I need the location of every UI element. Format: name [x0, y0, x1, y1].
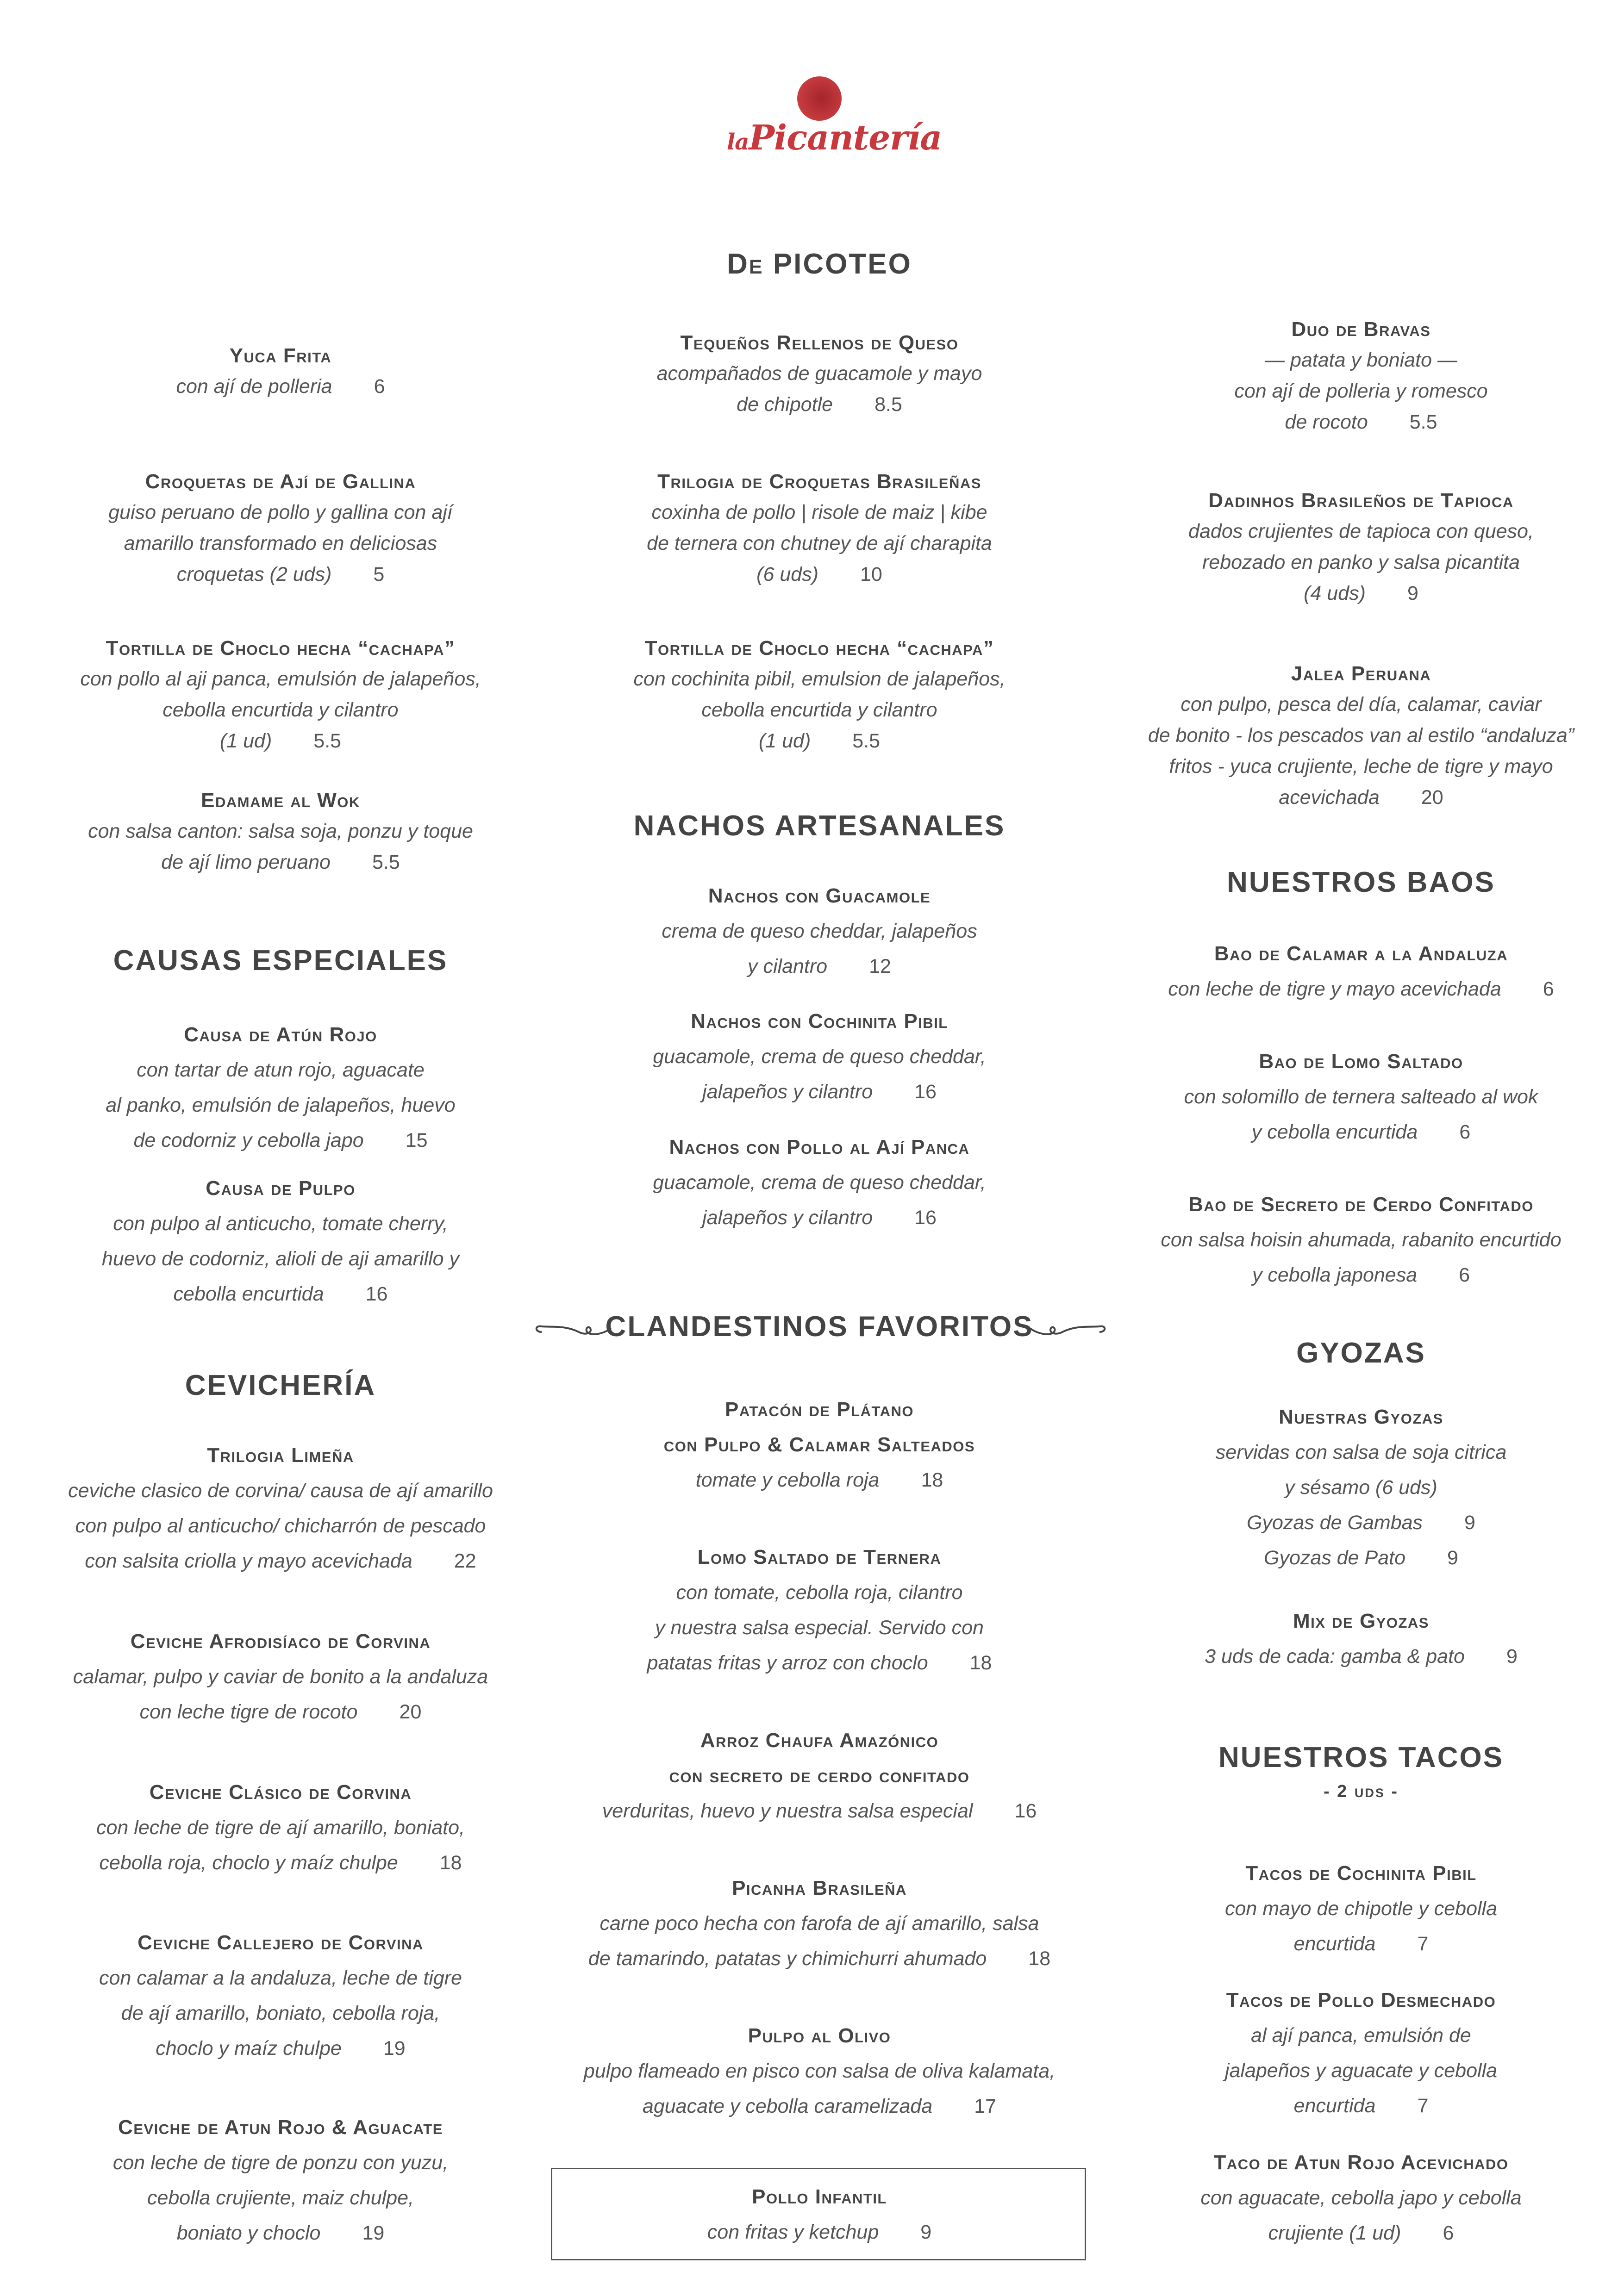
- item-description-text: guacamole, crema de queso cheddar,: [653, 1045, 986, 1068]
- item-description-text: 3 uds de cada: gamba & pato: [1205, 1645, 1465, 1668]
- item-price: 5.5: [1409, 411, 1437, 433]
- menu-item: [653, 1004, 986, 1109]
- item-description-text: choclo y maíz chulpe: [156, 2037, 342, 2060]
- item-description: [96, 1810, 465, 1845]
- item-title: Edamame al Wok: [201, 789, 360, 812]
- item-description-text: y cilantro: [748, 955, 828, 977]
- item-description-text: con solomillo de ternera salteado al wok: [1184, 1086, 1538, 1108]
- item-description-text: cebolla encurtida y cilantro: [701, 699, 937, 721]
- item-title: Dadinhos Brasileños de Tapioca: [1208, 489, 1514, 512]
- item-price: 16: [914, 1081, 937, 1103]
- section-heading-nachos: NACHOS ARTESANALES: [633, 810, 1006, 842]
- item-description: [647, 497, 992, 528]
- item-description: [113, 2180, 448, 2215]
- item-description: [108, 559, 452, 590]
- item-description-text: boniato y choclo: [176, 2222, 321, 2244]
- item-description: [176, 371, 385, 402]
- item-description-text: (1 ud): [219, 730, 272, 752]
- item-price: 9: [1407, 582, 1418, 604]
- item-description: [653, 1200, 986, 1235]
- item-title: Croquetas de Ají de Gallina: [145, 470, 416, 493]
- item-description: [99, 1960, 462, 1996]
- item-description-text: cebolla encurtida: [173, 1283, 324, 1305]
- item-description: [88, 816, 473, 847]
- item-description: [102, 1276, 459, 1312]
- item-title: con Pulpo & Calamar Salteados: [663, 1433, 975, 1456]
- item-description-text: patatas fritas y arroz con choclo: [647, 1652, 928, 1674]
- item-description: [73, 1694, 488, 1730]
- item-description: [647, 528, 992, 559]
- menu-item: [707, 2179, 931, 2250]
- menu-item: [584, 2018, 1055, 2124]
- item-description-text: con fritas y ketchup: [707, 2221, 879, 2243]
- menu-item: [106, 1017, 455, 1158]
- menu-item: [108, 466, 452, 590]
- item-description-text: con salsa canton: salsa soja, ponzu y toque: [88, 820, 473, 842]
- item-price: 6: [1459, 1121, 1471, 1143]
- item-description-text: con salsita criolla y mayo acevichada: [85, 1550, 412, 1572]
- item-description: [647, 1645, 992, 1680]
- item-description-text: calamar, pulpo y caviar de bonito a la andaluza: [73, 1666, 488, 1688]
- item-description: [1216, 1505, 1507, 1540]
- item-description-text: con tartar de atun rojo, aguacate: [137, 1059, 425, 1081]
- item-title: Bao de Calamar a la Andaluza: [1214, 942, 1508, 965]
- item-description: [633, 726, 1005, 757]
- item-price: 20: [399, 1701, 422, 1723]
- item-description: [1200, 2215, 1521, 2251]
- item-description-text: (6 uds): [756, 563, 818, 585]
- item-description: [96, 1845, 465, 1880]
- item-price: 9: [920, 2221, 932, 2243]
- item-description: [1148, 751, 1574, 782]
- item-description: [73, 1659, 488, 1694]
- item-description-text: carne poco hecha con farofa de ají amarillo, salsa: [600, 1912, 1039, 1935]
- item-description: [102, 1241, 459, 1276]
- item-description-text: al ají panca, emulsión de: [1251, 2024, 1471, 2047]
- item-description: [68, 1543, 493, 1579]
- item-description-text: rebozado en panko y salsa picantita: [1202, 551, 1520, 573]
- section-subheading: - 2 uds -: [1323, 1782, 1399, 1801]
- menu-item: [1234, 314, 1487, 438]
- item-price: 5.5: [852, 730, 881, 752]
- item-description-text: amarillo transformado en deliciosas: [124, 532, 437, 554]
- item-title: Trilogia Limeña: [207, 1444, 354, 1467]
- item-price: 6: [374, 375, 385, 398]
- item-description-text: Gyozas de Gambas: [1247, 1512, 1423, 1534]
- item-description: [102, 1206, 459, 1241]
- item-description-text: con pollo al aji panca, emulsión de jalapeños,: [80, 668, 481, 690]
- item-description-text: cebolla roja, choclo y maíz chulpe: [99, 1852, 398, 1874]
- item-title: Causa de Atún Rojo: [184, 1023, 377, 1046]
- item-title: Ceviche Clásico de Corvina: [149, 1781, 412, 1804]
- item-description-text: con pulpo, pesca del día, calamar, caviar: [1181, 693, 1542, 716]
- menu-item: [1225, 1983, 1497, 2123]
- item-description-text: con mayo de chipotle y cebolla: [1224, 1898, 1498, 1920]
- item-description: [1234, 376, 1487, 407]
- item-description: [1184, 1114, 1538, 1150]
- item-description-text: encurtida: [1293, 2095, 1376, 2117]
- item-price: 6: [1543, 978, 1554, 1000]
- item-title: Nachos con Pollo al Ají Panca: [669, 1136, 970, 1158]
- item-description-text: con pulpo al anticucho/ chicharrón de pescado: [75, 1515, 486, 1537]
- item-description: [588, 1941, 1050, 1976]
- brand-logo: laPicantería: [727, 118, 942, 158]
- item-description: [108, 497, 452, 528]
- menu-item: [1205, 1604, 1518, 1674]
- menu-item: [647, 1540, 992, 1680]
- logo-emblem-icon: [797, 76, 842, 121]
- section-heading-cevicheria: CEVICHERÍA: [185, 1369, 376, 1401]
- item-description: [1216, 1470, 1507, 1505]
- item-description-text: al panko, emulsión de jalapeños, huevo: [106, 1094, 456, 1116]
- item-price: 18: [1028, 1948, 1051, 1970]
- item-price: 12: [869, 955, 891, 977]
- item-price: 17: [974, 2095, 997, 2117]
- item-title: Nachos con Cochinita Pibil: [691, 1010, 948, 1033]
- item-price: 8.5: [874, 393, 902, 416]
- item-description-text: pulpo flameado en pisco con salsa de oliva kalamata,: [583, 2060, 1056, 2082]
- item-description: [662, 949, 977, 984]
- item-description: [1148, 720, 1574, 751]
- menu-item: [633, 633, 1005, 757]
- item-title: Arroz Chaufa Amazónico: [700, 1729, 939, 1752]
- item-description-text: acevichada: [1279, 786, 1380, 809]
- item-description: [1225, 2018, 1497, 2053]
- item-price: 15: [405, 1129, 428, 1151]
- item-description: [657, 358, 982, 389]
- item-title: Tequeños Rellenos de Queso: [680, 331, 959, 354]
- menu-item: [662, 878, 977, 984]
- item-description: [1216, 1435, 1507, 1470]
- section-heading-gyozas: GYOZAS: [1296, 1337, 1426, 1369]
- menu-item: [647, 466, 992, 590]
- menu-item: [102, 1171, 459, 1312]
- menu-item: [1216, 1400, 1507, 1575]
- item-title: Jalea Peruana: [1291, 662, 1431, 685]
- item-description: [80, 726, 481, 757]
- item-price: 18: [969, 1652, 992, 1674]
- item-title: Nachos con Guacamole: [708, 884, 931, 907]
- item-description-text: dados crujientes de tapioca con queso,: [1188, 520, 1534, 542]
- item-description: [106, 1052, 455, 1088]
- item-price: 10: [860, 563, 882, 585]
- item-description: [662, 914, 977, 949]
- item-title: Ceviche Callejero de Corvina: [137, 1931, 424, 1954]
- item-description-text: guiso peruano de pollo y gallina con ají: [108, 501, 453, 523]
- item-description-text: de tamarindo, patatas y chimichurri ahumado: [588, 1948, 987, 1970]
- item-title: Bao de Lomo Saltado: [1259, 1050, 1463, 1073]
- item-description: [633, 695, 1005, 726]
- item-description-text: con calamar a la andaluza, leche de tigre: [99, 1967, 462, 1989]
- menu-item: [1148, 658, 1574, 813]
- section-heading-picoteo: De PICOTEO: [727, 248, 912, 280]
- item-title: con secreto de cerdo confitado: [669, 1764, 970, 1787]
- section-heading-causas: CAUSAS ESPECIALES: [113, 945, 448, 977]
- menu-item: [99, 1925, 462, 2066]
- item-description: [1188, 578, 1534, 609]
- item-title: Trilogia de Croquetas Brasileñas: [657, 470, 981, 493]
- item-description-text: acompañados de guacamole y mayo: [656, 362, 982, 385]
- item-title: Patacón de Plátano: [725, 1398, 914, 1421]
- item-description-text: croquetas (2 uds): [176, 563, 332, 585]
- item-description-text: con leche de tigre de ají amarillo, boniato,: [96, 1817, 465, 1839]
- item-title: Bao de Secreto de Cerdo Confitado: [1188, 1193, 1534, 1216]
- item-title: Nuestras Gyozas: [1279, 1406, 1443, 1428]
- item-description: [1168, 971, 1554, 1007]
- item-description: [657, 389, 982, 420]
- item-title: Tacos de Cochinita Pibil: [1245, 1862, 1477, 1885]
- menu-item: [657, 327, 982, 420]
- item-description-text: jalapeños y cilantro: [702, 1207, 873, 1229]
- item-description: [1234, 345, 1487, 376]
- menu-item: [176, 340, 385, 402]
- item-description-text: y sésamo (6 uds): [1285, 1476, 1437, 1499]
- menu-item: [73, 1624, 488, 1730]
- item-description-text: coxinha de pollo | risole de maiz | kibe: [651, 501, 987, 523]
- item-description: [653, 1165, 986, 1200]
- item-title: Picanha Brasileña: [732, 1877, 907, 1899]
- item-description: [584, 2089, 1055, 2124]
- item-description-text: tomate y cebolla roja: [695, 1469, 880, 1491]
- item-price: 22: [454, 1550, 476, 1572]
- item-description-text: encurtida: [1293, 1933, 1376, 1955]
- item-description: [1184, 1079, 1538, 1114]
- item-price: 6: [1443, 2222, 1454, 2244]
- item-price: 18: [921, 1469, 943, 1491]
- menu-item: [1200, 2145, 1521, 2251]
- item-title: Ceviche Afrodisíaco de Corvina: [130, 1630, 431, 1653]
- item-description: [113, 2215, 448, 2251]
- item-description-text: servidas con salsa de soja citrica: [1215, 1441, 1507, 1463]
- item-description: [584, 2053, 1055, 2089]
- item-description-text: crema de queso cheddar, jalapeños: [662, 920, 977, 942]
- item-description: [647, 1610, 992, 1645]
- item-title: Duo de Bravas: [1291, 318, 1431, 341]
- item-price: 16: [914, 1207, 937, 1229]
- menu-item: [653, 1130, 986, 1235]
- item-description-text: cebolla crujiente, maiz chulpe,: [147, 2187, 414, 2209]
- item-description-text: con tomate, cebolla roja, cilantro: [676, 1581, 963, 1604]
- item-description: [1225, 1891, 1497, 1926]
- item-description: [88, 847, 473, 878]
- item-description: [99, 2031, 462, 2066]
- item-description-text: verduritas, huevo y nuestra salsa especial: [602, 1800, 973, 1822]
- item-description: [68, 1508, 493, 1543]
- item-description: [1148, 782, 1574, 813]
- item-price: 9: [1447, 1547, 1458, 1569]
- item-title: Mix de Gyozas: [1293, 1610, 1429, 1632]
- menu-item: [80, 633, 481, 757]
- menu-item: [1168, 936, 1554, 1007]
- item-description-text: de codorniz y cebolla japo: [133, 1129, 364, 1151]
- item-description: [1205, 1639, 1518, 1674]
- item-description-text: cebolla encurtida y cilantro: [162, 699, 399, 721]
- item-description: [1148, 689, 1574, 720]
- item-price: 5.5: [372, 851, 400, 873]
- item-description: [707, 2215, 931, 2250]
- item-description-text: aguacate y cebolla caramelizada: [642, 2095, 933, 2117]
- item-description: [653, 1074, 986, 1109]
- item-price: 6: [1459, 1264, 1470, 1286]
- item-description-text: guacamole, crema de queso cheddar,: [653, 1171, 986, 1194]
- item-description-text: huevo de codorniz, alioli de aji amarillo y: [101, 1248, 460, 1270]
- item-title: Tortilla de Choclo hecha “cachapa”: [644, 637, 994, 660]
- section-heading-baos: NUESTROS BAOS: [1227, 866, 1495, 898]
- item-description: [106, 1123, 455, 1158]
- item-description-text: de rocoto: [1285, 411, 1368, 433]
- item-price: 20: [1421, 786, 1443, 809]
- item-description-text: de bonito - los pescados van al estilo “andaluza”: [1148, 724, 1574, 747]
- item-description: [588, 1906, 1050, 1941]
- item-title: Ceviche de Atun Rojo & Aguacate: [118, 2116, 443, 2139]
- item-price: 9: [1506, 1645, 1518, 1668]
- item-description-text: con pulpo al anticucho, tomate cherry,: [113, 1213, 448, 1235]
- item-description-text: con salsa hoisin ahumada, rabanito encurtido: [1161, 1229, 1562, 1251]
- section-heading-clandestinos: CLANDESTINOS FAVORITOS: [605, 1311, 1034, 1343]
- menu-item: [602, 1723, 1037, 1829]
- item-description-text: fritos - yuca crujiente, leche de tigre y mayo: [1169, 755, 1553, 778]
- item-description-text: jalapeños y cilantro: [702, 1081, 873, 1103]
- item-description-text: (1 ud): [758, 730, 811, 752]
- item-description-text: con ají de polleria y romesco: [1234, 380, 1488, 402]
- item-description: [633, 664, 1005, 695]
- item-title: Taco de Atun Rojo Acevichado: [1213, 2151, 1509, 2174]
- item-description: [68, 1473, 493, 1508]
- item-price: 5.5: [313, 730, 342, 752]
- item-price: 7: [1417, 1933, 1429, 1955]
- menu-item: [68, 1438, 493, 1579]
- item-description: [108, 528, 452, 559]
- item-price: 16: [365, 1283, 388, 1305]
- item-description: [99, 1996, 462, 2031]
- menu-item: [1184, 1044, 1538, 1150]
- item-description: [1225, 1926, 1497, 1961]
- item-description: [602, 1793, 1037, 1829]
- item-description: [1188, 547, 1534, 578]
- item-description-text: con leche de tigre y mayo acevichada: [1168, 978, 1501, 1000]
- menu-item: [88, 785, 473, 878]
- item-description: [1225, 2088, 1497, 2123]
- item-description-text: crujiente (1 ud): [1268, 2222, 1401, 2244]
- item-description: [1161, 1222, 1561, 1257]
- menu-item: [1161, 1187, 1561, 1293]
- item-description: [653, 1039, 986, 1074]
- item-description-text: con ají de polleria: [176, 375, 332, 398]
- item-description-text: jalapeños y aguacate y cebolla: [1224, 2060, 1498, 2082]
- item-description-text: y nuestra salsa especial. Servido con: [655, 1617, 984, 1639]
- item-description-text: (4 uds): [1304, 582, 1366, 604]
- item-description-text: de ají amarillo, boniato, cebolla roja,: [121, 2002, 440, 2024]
- item-description-text: de chipotle: [737, 393, 833, 416]
- menu-item: [664, 1392, 975, 1498]
- flourish-right-icon: [1025, 1318, 1109, 1341]
- item-description: [1188, 516, 1534, 547]
- item-title: Tortilla de Choclo hecha “cachapa”: [106, 637, 456, 660]
- menu-item: [1188, 485, 1534, 609]
- item-description: [1161, 1257, 1561, 1293]
- item-description: [647, 559, 992, 590]
- item-price: 9: [1464, 1512, 1475, 1534]
- item-description-text: de ají limo peruano: [161, 851, 331, 873]
- item-title: Causa de Pulpo: [206, 1177, 356, 1200]
- menu-item: [1225, 1856, 1497, 1961]
- item-price: 5: [373, 563, 385, 585]
- menu-item: [113, 2110, 448, 2251]
- item-description: [647, 1575, 992, 1610]
- item-description: [1225, 2053, 1497, 2088]
- item-description-text: ceviche clasico de corvina/ causa de ají amarillo: [68, 1480, 493, 1502]
- item-description: [664, 1462, 975, 1498]
- item-description: [80, 664, 481, 695]
- item-description-text: con leche de tigre de ponzu con yuzu,: [112, 2152, 449, 2174]
- item-description-text: con cochinita pibil, emulsion de jalapeños,: [633, 668, 1006, 690]
- item-description-text: Gyozas de Pato: [1264, 1547, 1406, 1569]
- item-description-text: con aguacate, cebolla japo y cebolla: [1200, 2187, 1522, 2209]
- item-description: [1216, 1540, 1507, 1575]
- section-heading-tacos: NUESTROS TACOS: [1218, 1742, 1504, 1773]
- item-description-text: de ternera con chutney de ají charapita: [647, 532, 992, 554]
- item-price: 18: [439, 1852, 462, 1874]
- item-description: [106, 1088, 455, 1123]
- item-price: 19: [362, 2222, 385, 2244]
- item-price: 16: [1014, 1800, 1037, 1822]
- item-description-text: y cebolla japonesa: [1252, 1264, 1418, 1286]
- item-title: Pulpo al Olivo: [748, 2024, 891, 2047]
- item-description-text: y cebolla encurtida: [1251, 1121, 1418, 1143]
- item-description: [1200, 2180, 1521, 2215]
- item-description: [113, 2145, 448, 2180]
- item-title: Yuca Frita: [229, 344, 332, 367]
- item-description-text: — patata y boniato —: [1265, 349, 1457, 371]
- item-description: [1234, 407, 1487, 438]
- item-description-text: con leche tigre de rocoto: [139, 1701, 358, 1723]
- item-title: Pollo Infantil: [752, 2185, 887, 2208]
- menu-item: [588, 1871, 1050, 1976]
- item-title: Tacos de Pollo Desmechado: [1226, 1989, 1496, 2011]
- menu-item: [96, 1775, 465, 1880]
- item-price: 19: [383, 2037, 406, 2060]
- item-title: Lomo Saltado de Ternera: [697, 1546, 942, 1568]
- item-description: [80, 695, 481, 726]
- item-price: 7: [1417, 2095, 1429, 2117]
- flourish-left-icon: [532, 1318, 616, 1341]
